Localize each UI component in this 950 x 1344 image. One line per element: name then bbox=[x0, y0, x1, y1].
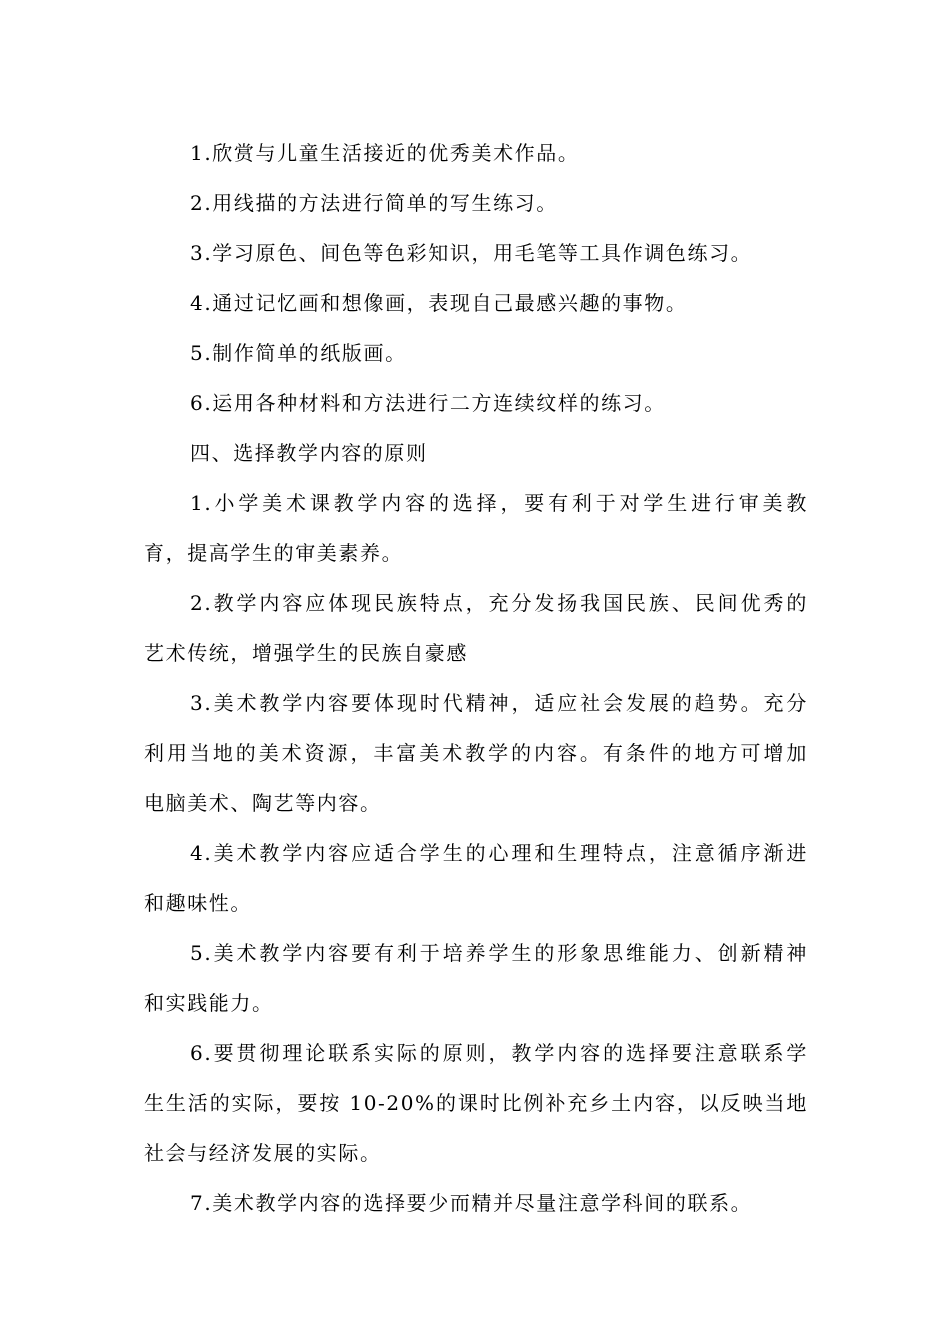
list-item: 4.通过记忆画和想像画，表现自己最感兴趣的事物。 bbox=[190, 291, 688, 315]
paragraph-line: 育，提高学生的审美素养。 bbox=[144, 541, 404, 565]
paragraph-line: 6.要贯彻理论联系实际的原则，教学内容的选择要注意联系学 bbox=[190, 1041, 808, 1065]
principle-paragraph bbox=[144, 928, 808, 1028]
principle-paragraph bbox=[144, 1028, 808, 1178]
document-body bbox=[144, 128, 808, 1228]
list-item: 5.制作简单的纸版画。 bbox=[190, 341, 407, 365]
principle-paragraph bbox=[144, 1178, 808, 1228]
paragraph-line: 社会与经济发展的实际。 bbox=[144, 1141, 382, 1165]
list-item: 2.用线描的方法进行简单的写生练习。 bbox=[190, 191, 558, 215]
principle-paragraph bbox=[144, 478, 808, 578]
section-heading: 四、选择教学内容的原则 bbox=[190, 441, 428, 465]
paragraph-line: 利用当地的美术资源，丰富美术教学的内容。有条件的地方可增加 bbox=[144, 741, 808, 765]
list-item: 1.欣赏与儿童生活接近的优秀美术作品。 bbox=[190, 141, 580, 165]
paragraph-line: 7.美术教学内容的选择要少而精并尽量注意学科间的联系。 bbox=[190, 1191, 753, 1215]
principle-paragraph bbox=[144, 678, 808, 828]
paragraph-line: 艺术传统，增强学生的民族自豪感 bbox=[144, 641, 468, 665]
paragraph-line: 1.小学美术课教学内容的选择，要有利于对学生进行审美教 bbox=[190, 491, 808, 515]
list-item: 3.学习原色、间色等色彩知识，用毛笔等工具作调色练习。 bbox=[190, 241, 753, 265]
paragraph-line: 4.美术教学内容应适合学生的心理和生理特点，注意循序渐进 bbox=[190, 841, 808, 865]
principle-paragraph bbox=[144, 828, 808, 928]
paragraph-line: 2.教学内容应体现民族特点，充分发扬我国民族、民间优秀的 bbox=[190, 591, 808, 615]
paragraph-line: 3.美术教学内容要体现时代精神，适应社会发展的趋势。充分 bbox=[190, 691, 808, 715]
paragraph-line: 和实践能力。 bbox=[144, 991, 274, 1015]
paragraph-line: 5.美术教学内容要有利于培养学生的形象思维能力、创新精神 bbox=[190, 941, 808, 965]
paragraph-line: 电脑美术、陶艺等内容。 bbox=[144, 791, 382, 815]
paragraph-line: 和趣味性。 bbox=[144, 891, 252, 915]
list-item: 6.运用各种材料和方法进行二方连续纹样的练习。 bbox=[190, 391, 666, 415]
paragraph-line: 生生活的实际，要按 10-20%的课时比例补充乡土内容，以反映当地 bbox=[144, 1091, 808, 1115]
principle-paragraph bbox=[144, 578, 808, 678]
